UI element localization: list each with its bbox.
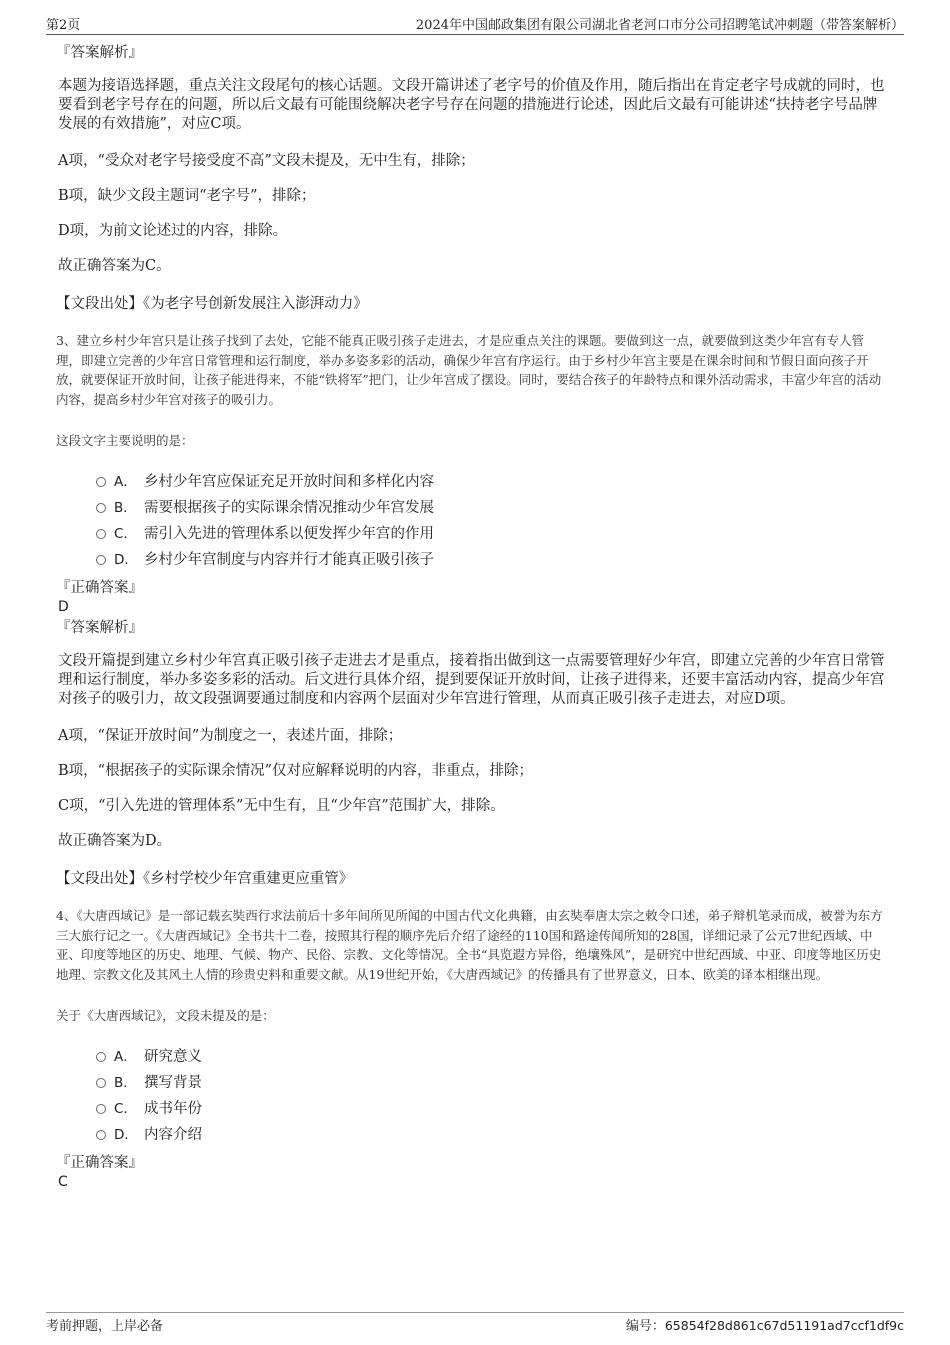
analysis-option-d: D项，为前文论述过的内容，排除。 bbox=[58, 223, 288, 239]
analysis-option-b: B项，“根据孩子的实际课余情况”仅对应解释说明的内容，非重点，排除； bbox=[58, 763, 533, 779]
radio-icon[interactable] bbox=[96, 529, 106, 539]
analysis-option-c: C项，“引入先进的管理体系”无中生有，且“少年宫”范围扩大，排除。 bbox=[58, 798, 505, 814]
option-text: 研究意义 bbox=[144, 1048, 202, 1065]
analysis-label: 『答案解析』 bbox=[56, 45, 143, 61]
radio-icon[interactable] bbox=[96, 1104, 106, 1114]
footer-slogan: 考前押题，上岸必备 bbox=[46, 1319, 164, 1334]
option-c[interactable] bbox=[96, 519, 888, 545]
analysis-label: 『答案解析』 bbox=[56, 620, 143, 636]
question-3-stem: 这段文字主要说明的是： bbox=[56, 433, 194, 448]
radio-icon[interactable] bbox=[96, 503, 106, 513]
option-d[interactable] bbox=[96, 1120, 888, 1146]
question-4-text: 4、《大唐西域记》是一部记载玄奘西行求法前后十多年间所见所闻的中国古代文化典籍，由玄奘奉唐太宗之敕令口述，弟子辩机笔录而成，被誉为东方三大旅行记之一。《大唐西域记》全书共十二卷，按照其行程的顺序先后介绍了途经的110国和路途传闻所知的28国，详细记录了公元7世纪西域、中亚、印度等地区的历史、地理、气候、物产、民俗、宗教、文化等情况。全书“具览遐方异俗，绝壤殊风”，是研究中世纪西域、中亚、印度等地区历史地理、宗教文化及其风土人情的珍贵史料和重要文献。从19世纪开始，《大唐西域记》的传播具有了世界意义，日本、欧美的译本相继出现。 bbox=[56, 908, 883, 982]
radio-icon[interactable] bbox=[96, 555, 106, 565]
correct-answer-label: 『正确答案』 bbox=[56, 580, 143, 596]
option-text: 需要根据孩子的实际课余情况推动少年宫发展 bbox=[144, 499, 434, 516]
correct-answer-label: 『正确答案』 bbox=[56, 1155, 143, 1171]
option-b[interactable] bbox=[96, 1068, 888, 1094]
radio-icon[interactable] bbox=[96, 1130, 106, 1140]
option-text: 成书年份 bbox=[144, 1100, 202, 1117]
question-3-options bbox=[96, 467, 888, 571]
option-letter: C． bbox=[114, 526, 137, 542]
document-code bbox=[626, 1315, 904, 1334]
option-letter: D． bbox=[114, 1127, 138, 1143]
analysis-paragraph: 本题为接语选择题，重点关注文段尾句的核心话题。文段开篇讲述了老字号的价值及作用，随后指出在肯定老字号成就的同时，也要看到老字号存在的问题，所以后文最有可能围绕解决老字号存在问题的措施进行论述，因此后文最有可能讲述“扶持老字号品牌发展的有效措施”，对应C项。 bbox=[58, 78, 885, 132]
source-citation: 【文段出处】《为老字号创新发展注入澎湃动力》 bbox=[56, 296, 368, 312]
option-a[interactable] bbox=[96, 467, 888, 493]
radio-icon[interactable] bbox=[96, 477, 106, 487]
analysis-conclusion: 故正确答案为C。 bbox=[58, 258, 171, 274]
option-text: 撰写背景 bbox=[144, 1074, 202, 1091]
question-4-options bbox=[96, 1042, 888, 1146]
option-letter: A． bbox=[114, 1049, 137, 1065]
document-title: 2024年中国邮政集团有限公司湖北省老河口市分公司招聘笔试冲刺题（带答案解析） bbox=[415, 18, 904, 33]
radio-icon[interactable] bbox=[96, 1078, 106, 1088]
option-text: 内容介绍 bbox=[144, 1126, 202, 1143]
option-letter: B． bbox=[114, 1075, 137, 1091]
analysis-option-a: A项，“受众对老字号接受度不高”文段未提及，无中生有，排除； bbox=[58, 153, 475, 169]
analysis-option-b: B项，缺少文段主题词“老字号”，排除； bbox=[58, 188, 316, 204]
page-header bbox=[46, 14, 904, 35]
analysis-option-a: A项，“保证开放时间”为制度之一，表述片面，排除； bbox=[58, 728, 403, 744]
option-letter: D． bbox=[114, 552, 138, 568]
code-value: 65854f28d861c67d51191ad7ccf1df9c bbox=[664, 1318, 904, 1333]
radio-icon[interactable] bbox=[96, 1052, 106, 1062]
source-citation: 【文段出处】《乡村学校少年宫重建更应重管》 bbox=[56, 871, 354, 887]
option-letter: A． bbox=[114, 474, 137, 490]
option-text: 乡村少年宫应保证充足开放时间和多样化内容 bbox=[144, 473, 434, 490]
page-content bbox=[56, 44, 888, 1194]
page-footer bbox=[46, 1312, 904, 1334]
option-a[interactable] bbox=[96, 1042, 888, 1068]
code-label: 编号： bbox=[625, 1319, 665, 1334]
page-number: 第2页 bbox=[46, 18, 81, 33]
analysis-paragraph: 文段开篇提到建立乡村少年宫真正吸引孩子走进去才是重点，接着指出做到这一点需要管理好少年宫，即建立完善的少年宫日常管理和运行制度，举办多姿多彩的活动。后文进行具体介绍，提到要保证开放时间，让孩子进得来，还要丰富活动内容，提高少年宫对孩子的吸引力，故文段强调要通过制度和内容两个层面对少年宫进行管理，从而真正吸引孩子走进去，对应D项。 bbox=[58, 653, 885, 707]
correct-answer: C bbox=[58, 1174, 68, 1190]
option-text: 乡村少年宫制度与内容并行才能真正吸引孩子 bbox=[144, 551, 434, 568]
analysis-conclusion: 故正确答案为D。 bbox=[58, 833, 172, 849]
correct-answer: D bbox=[58, 599, 69, 615]
option-letter: C． bbox=[114, 1101, 137, 1117]
option-b[interactable] bbox=[96, 493, 888, 519]
question-4-stem: 关于《大唐西域记》，文段未提及的是： bbox=[56, 1008, 275, 1023]
option-d[interactable] bbox=[96, 545, 888, 571]
option-c[interactable] bbox=[96, 1094, 888, 1120]
option-text: 需引入先进的管理体系以便发挥少年宫的作用 bbox=[144, 525, 434, 542]
question-3-text: 3、建立乡村少年宫只是让孩子找到了去处，它能不能真正吸引孩子走进去，才是应重点关注的课题。要做到这一点，就要做到这类少年宫有专人管理，即建立完善的少年宫日常管理和运行制度，举办多姿多彩的活动，确保少年宫有序运行。由于乡村少年宫主要是在课余时间和节假日面向孩子开放，就要保证开放时间，让孩子能进得来，不能“铁将军”把门，让少年宫成了摆设。同时，要结合孩子的年龄特点和课外活动需求，丰富少年宫的活动内容，提高乡村少年宫对孩子的吸引力。 bbox=[56, 333, 882, 407]
option-letter: B． bbox=[114, 500, 137, 516]
